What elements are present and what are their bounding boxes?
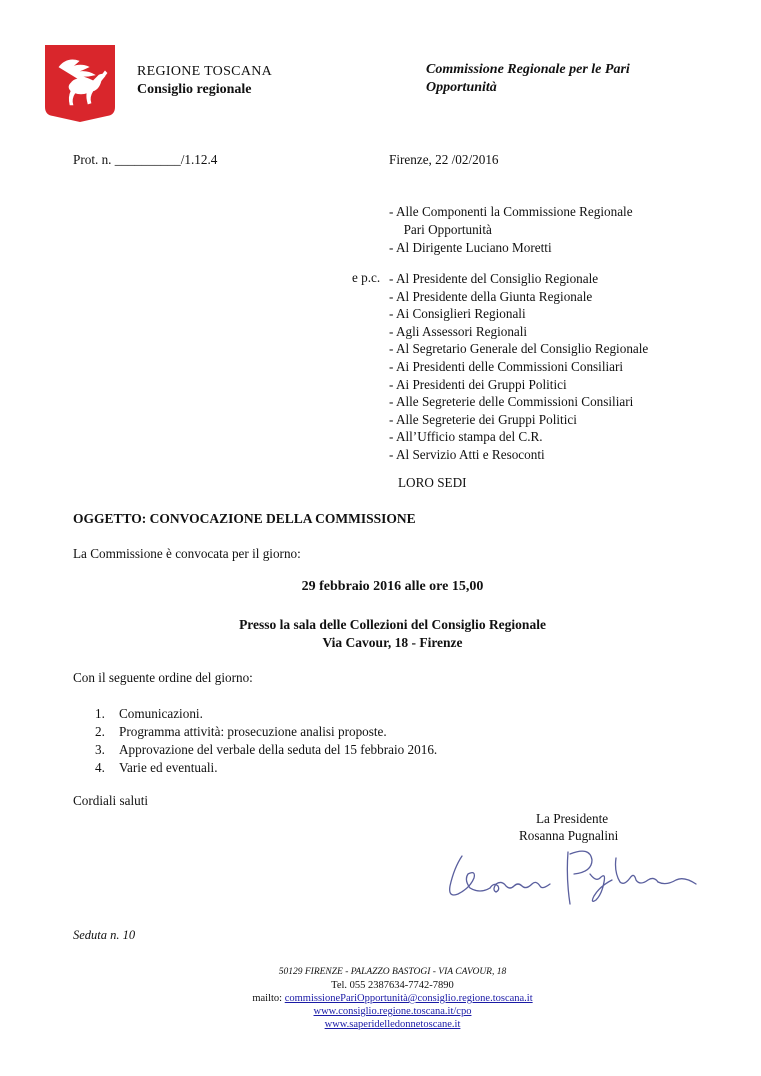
org-name: REGIONE TOSCANA [137,64,273,79]
cc-recipient: - Agli Assessori Regionali [389,324,528,339]
footer-mail [0,992,761,1006]
cc-recipient: - Al Presidente della Giunta Regionale [389,289,593,304]
org-subtitle: Consiglio regionale [137,82,252,97]
venue-line1: Presso la sala delle Collezioni del Consiglio Regionale [239,617,546,632]
epc-label: e p.c. [352,270,381,285]
venue-line2: Via Cavour, 18 - Firenze [322,635,463,650]
cc-recipient: - Alle Segreterie delle Commissioni Consiliari [389,394,634,409]
website-link-saperi[interactable]: www.saperidelledonnetoscane.it [324,1019,461,1030]
cc-recipient: - All’Ufficio stampa del C.R. [389,429,543,444]
cc-recipient: - Alle Segreterie dei Gruppi Politici [389,412,577,427]
cc-recipient: - Al Segretario Generale del Consiglio Regionale [389,341,649,356]
recipient-line: - Alle Componenti la Commissione Regionale [389,204,633,219]
footer-site2 [0,1018,761,1032]
signer-name: Rosanna Pugnalini [519,828,619,843]
agenda-item: 4. Varie ed eventuali. [95,760,218,775]
cc-recipient: - Ai Consiglieri Regionali [389,306,526,321]
cc-recipient: - Ai Presidenti delle Commissioni Consiliari [389,359,624,374]
loro-sedi: LORO SEDI [398,475,467,490]
cc-recipient: - Ai Presidenti dei Gruppi Politici [389,377,567,392]
handwritten-signature [440,838,700,913]
footer-address: 50129 FIRENZE - PALAZZO BASTOGI - VIA CAVOUR, 18 [278,967,507,977]
agenda-list [95,705,437,777]
footer-telephone: Tel. 055 2387634-7742-7890 [331,980,454,991]
meeting-datetime: 29 febbraio 2016 alle ore 15,00 [301,579,484,594]
agenda-intro: Con il seguente ordine del giorno: [73,670,253,685]
commission-title-line1: Commissione Regionale per le Pari [426,62,630,77]
recipient-line: - Al Dirigente Luciano Moretti [389,240,552,255]
footer-site1 [0,1005,761,1019]
agenda-item: 2. Programma attività: prosecuzione analisi proposte. [95,724,387,739]
protocol-number: Prot. n. __________/1.12.4 [73,152,218,167]
commission-title-line2: Opportunità [426,80,497,95]
email-link[interactable]: commissionePariOpportunità@consiglio.regione.toscana.it [284,993,533,1004]
subject-line: OGGETTO: CONVOCAZIONE DELLA COMMISSIONE [73,511,416,526]
cc-recipient: - Al Presidente del Consiglio Regionale [389,271,599,286]
mail-label: mailto: [252,993,285,1004]
closing-greeting: Cordiali saluti [73,793,149,808]
pegasus-emblem-icon [45,45,115,122]
signer-title: La Presidente [536,811,609,826]
agenda-item: 1. Comunicazioni. [95,706,203,721]
cc-recipient: - Al Servizio Atti e Resoconti [389,447,545,462]
place-date: Firenze, 22 /02/2016 [389,152,499,167]
session-number: Seduta n. 10 [73,928,136,942]
agenda-item: 3. Approvazione del verbale della seduta del 15 febbraio 2016. [95,742,438,757]
intro-text: La Commissione è convocata per il giorno: [73,546,301,561]
website-link-cpo[interactable]: www.consiglio.regione.toscana.it/cpo [313,1006,472,1017]
recipient-line: Pari Opportunità [397,222,492,237]
